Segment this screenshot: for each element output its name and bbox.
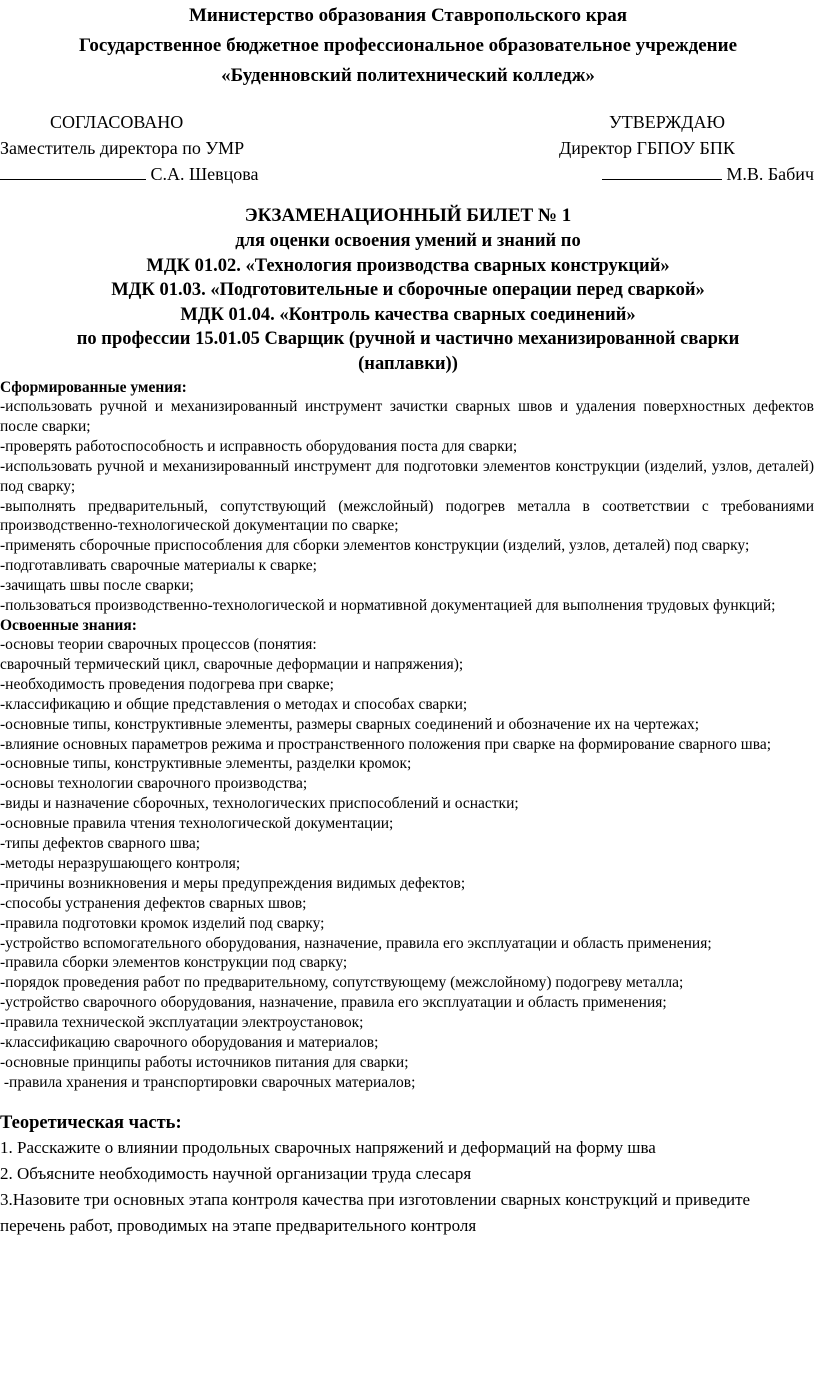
list-item: -основные принципы работы источников питания для сварки; bbox=[0, 1054, 409, 1071]
list-item: -порядок проведения работ по предварительному, сопутствующему (межслойному) подогреву металла; bbox=[0, 974, 684, 992]
theory-heading: Теоретическая часть: bbox=[0, 1112, 182, 1133]
list-item: -зачищать швы после сварки; bbox=[0, 577, 194, 595]
ticket-title-block bbox=[0, 203, 816, 376]
approved-heading: УТВЕРЖДАЮ bbox=[609, 112, 726, 132]
list-item: -устройство вспомогательного оборудования, назначение, правила его эксплуатации и область применения; bbox=[0, 934, 712, 952]
list-item: -основы технологии сварочного производства; bbox=[0, 775, 308, 793]
list-item: -основы теории сварочных процессов (понятия: bbox=[0, 635, 317, 653]
title-line-1: для оценки освоения умений и знаний по bbox=[235, 231, 581, 251]
list-item: -правила сборки элементов конструкции под сварку; bbox=[0, 954, 348, 972]
theory-section bbox=[0, 1111, 816, 1239]
list-item: -типы дефектов сварного шва; bbox=[0, 835, 201, 853]
institution-type-line: Государственное бюджетное профессиональное образовательное учреждение bbox=[78, 35, 738, 56]
question-3: 3.Назовите три основных этапа контроля качества при изготовлении сварных конструкций и приведите перечень работ, проводимых на этапе предварительного контроля bbox=[0, 1189, 751, 1235]
agreed-name: С.А. Шевцова bbox=[150, 164, 259, 184]
list-item: -классификацию и общие представления о методах и способах сварки; bbox=[0, 695, 468, 713]
list-item: -классификацию сварочного оборудования и материалов; bbox=[0, 1034, 379, 1052]
question-1: 1. Расскажите о влиянии продольных сварочных напряжений и деформаций на форму шва bbox=[0, 1137, 656, 1157]
list-item: -применять сборочные приспособления для сборки элементов конструкции (изделий, узлов, деталей) под сварку; bbox=[0, 537, 750, 555]
approved-position: Директор ГБПОУ БПК bbox=[559, 138, 735, 158]
list-item: -методы неразрушающего контроля; bbox=[0, 854, 241, 872]
signature-blank bbox=[602, 161, 722, 180]
agreed-column bbox=[0, 109, 300, 187]
knowledge-section bbox=[0, 616, 816, 1093]
institution-header bbox=[0, 0, 816, 91]
title-line-4: МДК 01.04. «Контроль качества сварных соединений» bbox=[180, 304, 636, 325]
list-item: -влияние основных параметров режима и пространственного положения при сварке на формирование сварного шва; bbox=[0, 735, 772, 753]
list-item: -подготавливать сварочные материалы к сварке; bbox=[0, 557, 317, 575]
knowledge-list bbox=[0, 635, 816, 1093]
list-item: -проверять работоспособность и исправность оборудования поста для сварки; bbox=[0, 437, 518, 455]
ticket-title: ЭКЗАМЕНАЦИОННЫЙ БИЛЕТ № 1 bbox=[244, 205, 572, 226]
approved-name: М.В. Бабич bbox=[726, 164, 814, 184]
skills-section bbox=[0, 378, 816, 616]
list-item: -причины возникновения и меры предупреждения видимых дефектов; bbox=[0, 874, 466, 892]
agreed-signature-line bbox=[0, 161, 300, 187]
ministry-line: Министерство образования Ставропольского края bbox=[188, 5, 628, 26]
title-line-3: МДК 01.03. «Подготовительные и сборочные операции перед сваркой» bbox=[111, 280, 705, 300]
list-item: -основные типы, конструктивные элементы, разделки кромок; bbox=[0, 755, 412, 773]
college-name-line: «Буденновский политехнический колледж» bbox=[221, 65, 595, 86]
title-line-5: по профессии 15.01.05 Сварщик (ручной и частично механизированной сварки bbox=[76, 329, 740, 349]
question-2: 2. Объясните необходимость научной организации труда слесаря bbox=[0, 1163, 472, 1183]
knowledge-heading: Освоенные знания: bbox=[0, 616, 137, 634]
title-line-2: МДК 01.02. «Технология производства сварных конструкций» bbox=[146, 255, 670, 276]
list-item: -способы устранения дефектов сварных швов; bbox=[0, 894, 307, 912]
signature-blank bbox=[0, 161, 146, 180]
agreed-position: Заместитель директора по УМР bbox=[0, 138, 245, 158]
skills-list bbox=[0, 397, 816, 616]
list-item: -виды и назначение сборочных, технологических приспособлений и оснастки; bbox=[0, 795, 519, 813]
list-item: -пользоваться производственно-технологической и нормативной документацией для выполнения трудовых функций; bbox=[0, 597, 776, 615]
approval-block bbox=[0, 109, 816, 187]
list-item: -правила подготовки кромок изделий под сварку; bbox=[0, 914, 325, 932]
list-item: сварочный термический цикл, сварочные деформации и напряжения); bbox=[0, 655, 464, 673]
skills-heading: Сформированные умения: bbox=[0, 379, 187, 396]
list-item: -необходимость проведения подогрева при сварке; bbox=[0, 675, 334, 693]
title-line-6: (наплавки)) bbox=[358, 353, 458, 374]
approved-signature-line bbox=[554, 161, 814, 187]
list-item: -правила технической эксплуатации электроустановок; bbox=[0, 1014, 364, 1032]
list-item: -устройство сварочного оборудования, назначение, правила его эксплуатации и область применения; bbox=[0, 994, 667, 1012]
list-item: -выполнять предварительный, сопутствующий (межслойный) подогрев металла в соответствии с требованиями производственно-технологической документации по сварке; bbox=[0, 497, 814, 535]
agreed-heading: СОГЛАСОВАНО bbox=[50, 112, 184, 132]
list-item: -правила хранения и транспортировки сварочных материалов; bbox=[0, 1073, 416, 1091]
list-item: -использовать ручной и механизированный инструмент для подготовки элементов конструкции (изделий, узлов, деталей) под сварку; bbox=[0, 457, 814, 495]
list-item: -использовать ручной и механизированный инструмент зачистки сварных швов и удаления поверхностных дефектов после сварки; bbox=[0, 398, 814, 435]
list-item: -основные типы, конструктивные элементы, размеры сварных соединений и обозначение их на чертежах; bbox=[0, 715, 700, 733]
approved-column bbox=[554, 109, 814, 187]
list-item: -основные правила чтения технологической документации; bbox=[0, 815, 394, 833]
